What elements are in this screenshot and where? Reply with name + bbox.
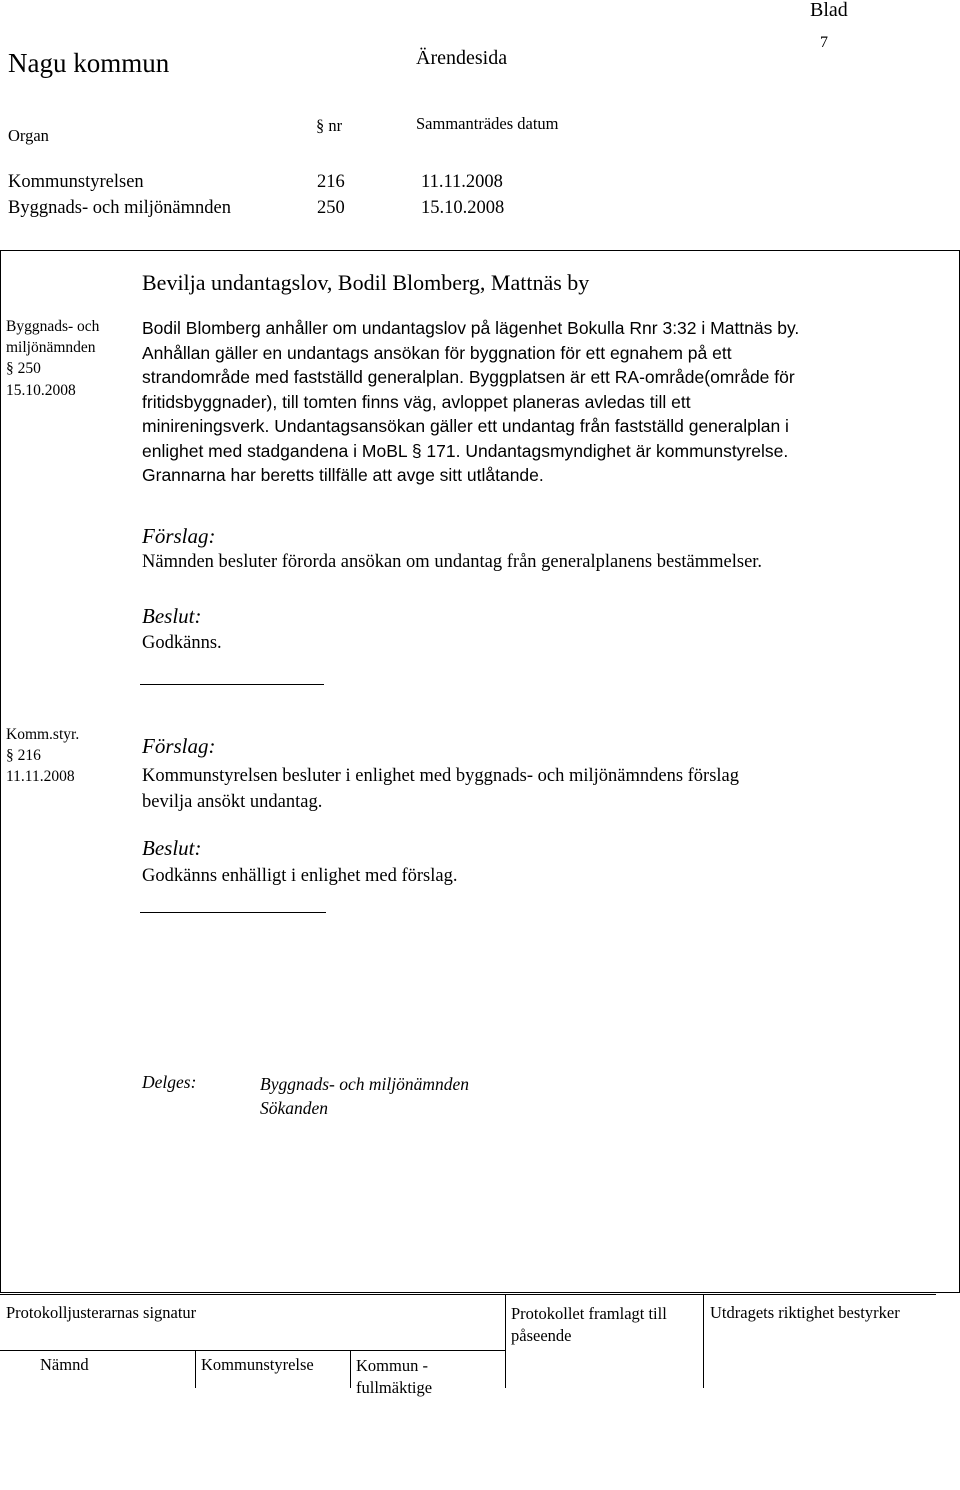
beslut-heading-1: Beslut: — [142, 604, 202, 628]
header-date-2: 15.10.2008 — [421, 198, 505, 218]
margin1-nr: 250 — [17, 360, 41, 377]
frame-left-border — [0, 250, 1, 1292]
header-nr-1: 216 — [317, 172, 345, 192]
margin1-date: 15.10.2008 — [6, 382, 76, 399]
framlagt-line: Protokollet framlagt till — [511, 1304, 667, 1323]
forslag-heading-2: Förslag: — [142, 734, 216, 758]
separator-line-2 — [140, 912, 326, 913]
margin1-organ-line2: miljönämnden — [6, 339, 96, 356]
delges-recipient: Byggnads- och miljönämnden — [260, 1074, 469, 1094]
body-line: Anhållan gäller en undantags ansökan för byggnation för ett egnahem på ett — [142, 342, 732, 363]
footer-divider-3 — [195, 1350, 196, 1388]
delges-recipient: Sökanden — [260, 1098, 329, 1118]
case-title: Bevilja undantagslov, Bodil Blomberg, Mattnäs by — [142, 270, 590, 295]
body-line: Bodil Blomberg anhåller om undantagslov på lägenhet Bokulla Rnr 3:32 i Mattnäs by. — [142, 318, 800, 338]
forslag2-line: Kommunstyrelsen besluter i enlighet med byggnads- och miljönämndens förslag — [142, 766, 740, 786]
blad-number: 7 — [820, 34, 828, 51]
kommunstyrelse-label: Kommunstyrelse — [201, 1355, 314, 1374]
fullmaktige-line: Kommun - — [356, 1356, 428, 1375]
footer-top-border — [0, 1292, 960, 1293]
framlagt-label — [511, 1303, 667, 1347]
forslag-text-1: Nämnden besluter förorda ansökan om undantag från generalplanens bestämmelser. — [142, 552, 763, 572]
margin2-organ: Komm.styr. — [6, 726, 80, 743]
footer-divider-4 — [350, 1350, 351, 1388]
namnd-label: Nämnd — [40, 1355, 89, 1374]
margin2-section — [6, 747, 41, 765]
footer-divider-1 — [505, 1294, 506, 1388]
document-type: Ärendesida — [416, 47, 508, 69]
delges-label: Delges: — [142, 1072, 197, 1092]
utdrag-label: Utdragets riktighet bestyrker — [710, 1303, 900, 1322]
signatur-label: Protokolljusterarnas signatur — [6, 1303, 197, 1322]
margin2-nr: 216 — [17, 747, 41, 764]
section-symbol: § — [6, 360, 14, 377]
nr-label-text: nr — [328, 116, 343, 135]
header-date-1: 11.11.2008 — [421, 172, 503, 192]
body-line: Grannarna har beretts tillfälle att avge sitt utlåtande. — [142, 465, 544, 485]
footer-inner-rule — [0, 1350, 505, 1351]
meeting-date-label: Sammanträdes datum — [416, 114, 559, 133]
case-body — [142, 316, 799, 488]
body-line: fritidsbyggnader), till tomten finns väg, avloppet planeras avledas till ett — [142, 391, 691, 412]
header-organ-2: Byggnads- och miljönämnden — [8, 198, 231, 218]
blad-label: Blad — [810, 0, 848, 21]
footer-top-border-inner — [0, 1294, 936, 1295]
beslut-text-2: Godkänns enhälligt i enlighet med förslag. — [142, 866, 458, 886]
beslut-heading-2: Beslut: — [142, 836, 202, 860]
footer-divider-2 — [703, 1294, 704, 1388]
fullmaktige-label — [356, 1355, 432, 1399]
beslut-text-1: Godkänns. — [142, 633, 222, 653]
body-line: strandområde med fastställd generalplan. Byggplatsen är ett RA-område(område för — [142, 367, 795, 387]
organ-label: Organ — [8, 126, 49, 145]
forslag-text-2 — [142, 763, 739, 815]
forslag-heading-1: Förslag: — [142, 524, 216, 548]
separator-line-1 — [140, 684, 324, 685]
municipality-name: Nagu kommun — [8, 48, 170, 78]
margin2-date: 11.11.2008 — [6, 768, 75, 785]
delges-recipients — [260, 1072, 469, 1120]
body-line: enlighet med stadgandena i MoBL § 171. Undantagsmyndighet är kommunstyrelse. — [142, 440, 789, 461]
nr-label — [316, 116, 342, 136]
framlagt-line: påseende — [511, 1326, 572, 1345]
header-organ-1: Kommunstyrelsen — [8, 172, 144, 192]
margin1-organ-line1: Byggnads- och — [6, 318, 100, 335]
forslag2-line: bevilja ansökt undantag. — [142, 792, 323, 812]
body-line: minireningsverk. Undantagsansökan gäller ett undantag från fastställd generalplan i — [142, 416, 789, 436]
section-symbol: § — [316, 116, 325, 135]
margin1-section — [6, 360, 41, 378]
fullmaktige-line: fullmäktige — [356, 1378, 433, 1397]
frame-top-border — [0, 250, 960, 251]
header-nr-2: 250 — [317, 198, 345, 218]
section-symbol: § — [6, 747, 14, 764]
